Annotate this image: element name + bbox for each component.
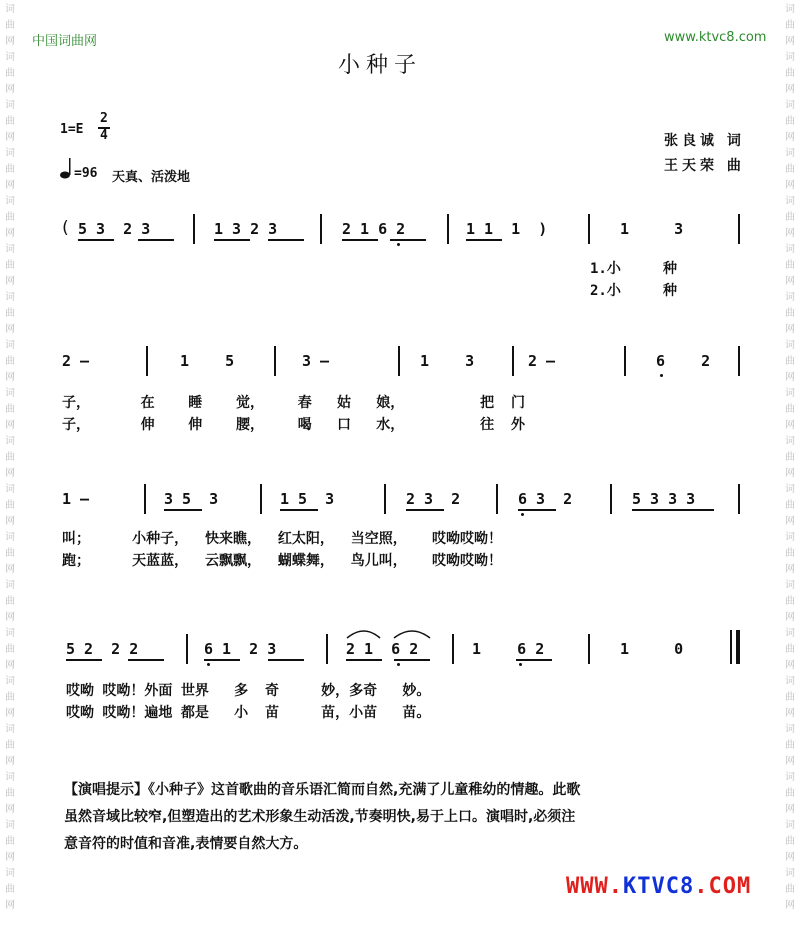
watermark-char: 词: [5, 340, 15, 351]
watermark-char: 词: [785, 52, 795, 63]
watermark-char: 词: [785, 820, 795, 831]
watermark-left: [2, 0, 18, 927]
lyrics-row1-v1: 1.小 种: [590, 261, 678, 277]
watermark-char: 网: [5, 420, 15, 431]
notes-row3-m2: 3 5 3: [164, 490, 219, 508]
watermark-char: 曲: [5, 548, 15, 559]
logo-part-brand: KTVC8: [622, 874, 695, 899]
watermark-char: 曲: [785, 740, 795, 751]
watermark-char: 词: [785, 484, 795, 495]
underline: [466, 239, 502, 241]
watermark-char: 网: [5, 276, 15, 287]
time-signature-bottom: 4: [100, 128, 108, 143]
watermark-char: 网: [5, 132, 15, 143]
watermark-char: 曲: [5, 212, 15, 223]
watermark-char: 网: [5, 324, 15, 335]
watermark-char: 词: [785, 340, 795, 351]
low-octave-dot: [397, 663, 400, 666]
watermark-char: 曲: [5, 836, 15, 847]
watermark-char: 网: [5, 36, 15, 47]
notes-row4-m2: 6 1 2 3: [204, 640, 277, 658]
watermark-char: 曲: [5, 692, 15, 703]
watermark-char: 曲: [785, 692, 795, 703]
quarter-note-icon: [60, 156, 74, 180]
watermark-char: 曲: [5, 644, 15, 655]
notes-row4-m3: 2 1 6 2: [346, 640, 419, 658]
watermark-char: 词: [785, 244, 795, 255]
watermark-char: 曲: [5, 884, 15, 895]
underline: [342, 239, 378, 241]
watermark-char: 词: [785, 676, 795, 687]
watermark-char: 词: [5, 772, 15, 783]
lyrics-row2-v1: 子， 在 睡 觉， 春 姑 娘， 把 门: [62, 395, 526, 411]
watermark-char: 曲: [785, 500, 795, 511]
watermark-char: 曲: [785, 260, 795, 271]
singing-tip: [64, 777, 744, 858]
lyrics-row2-v2: 子， 伸 伸 腰， 喝 口 水， 往 外: [62, 417, 526, 433]
underline: [280, 509, 318, 511]
notes-row1-m5: 1 3: [620, 220, 684, 238]
low-octave-dot: [660, 374, 663, 377]
notes-row1-m1: 5 3 2 3: [78, 220, 151, 238]
watermark-char: 网: [785, 180, 795, 191]
watermark-char: 网: [5, 372, 15, 383]
watermark-char: 曲: [5, 740, 15, 751]
underline: [394, 659, 430, 661]
low-octave-dot: [397, 243, 400, 246]
watermark-char: 网: [785, 84, 795, 95]
watermark-char: 曲: [785, 788, 795, 799]
notes-row3-m3: 1 5 3: [280, 490, 335, 508]
watermark-char: 曲: [5, 788, 15, 799]
watermark-char: 曲: [785, 404, 795, 415]
watermark-char: 词: [5, 868, 15, 879]
watermark-char: 词: [5, 388, 15, 399]
watermark-char: 曲: [5, 260, 15, 271]
tempo-marking: =96: [74, 166, 98, 181]
lyricist-credit: 张良诚 词: [664, 133, 745, 149]
watermark-char: 网: [5, 708, 15, 719]
watermark-char: 曲: [785, 596, 795, 607]
watermark-char: 曲: [785, 644, 795, 655]
notes-row1-m2: 1 3 2 3: [214, 220, 278, 238]
watermark-char: 网: [5, 852, 15, 863]
watermark-char: 词: [785, 388, 795, 399]
watermark-char: 词: [5, 676, 15, 687]
notes-row3-m4: 2 3 2: [406, 490, 461, 508]
watermark-char: 曲: [5, 404, 15, 415]
watermark-char: 曲: [785, 836, 795, 847]
barline: [186, 634, 188, 664]
barline: [384, 484, 386, 514]
watermark-char: 词: [5, 628, 15, 639]
watermark-char: 网: [5, 564, 15, 575]
watermark-char: 词: [785, 4, 795, 15]
barline: [496, 484, 498, 514]
watermark-char: 曲: [5, 116, 15, 127]
watermark-char: 曲: [785, 20, 795, 31]
notes-row2-m2: 1 5: [180, 352, 235, 370]
watermark-char: 词: [5, 724, 15, 735]
watermark-char: 网: [785, 276, 795, 287]
notes-row1-m3: 2 1 6 2: [342, 220, 406, 238]
barline: [738, 346, 740, 376]
notes-row2-m3: 3 —: [302, 352, 330, 370]
barline: [146, 346, 148, 376]
site-url-right[interactable]: www.ktvc8.com: [664, 30, 767, 45]
watermark-char: 词: [5, 580, 15, 591]
underline: [516, 659, 552, 661]
slur-arcs: [344, 626, 434, 640]
underline: [406, 509, 444, 511]
barline: [447, 214, 449, 244]
watermark-char: 词: [5, 52, 15, 63]
paren-open: (: [60, 218, 71, 238]
barline: [738, 214, 740, 244]
watermark-char: 网: [785, 660, 795, 671]
watermark-char: 网: [785, 900, 795, 911]
watermark-char: 网: [5, 612, 15, 623]
watermark-char: 网: [785, 468, 795, 479]
underline: [268, 239, 304, 241]
watermark-char: 曲: [5, 500, 15, 511]
watermark-char: 曲: [5, 68, 15, 79]
notes-row2-m1: 2 —: [62, 352, 90, 370]
notes-row4-m5: 1 0: [620, 640, 684, 658]
watermark-char: 网: [5, 660, 15, 671]
watermark-right: [782, 0, 798, 927]
time-signature-top: 2: [100, 111, 108, 126]
notes-row2-m5: 2 —: [528, 352, 556, 370]
notes-row1-m4: 1 1 1 ): [466, 220, 548, 238]
watermark-char: 词: [5, 436, 15, 447]
watermark-char: 网: [785, 708, 795, 719]
barline: [193, 214, 195, 244]
watermark-char: 词: [785, 196, 795, 207]
watermark-char: 词: [785, 100, 795, 111]
watermark-char: 词: [785, 580, 795, 591]
watermark-char: 曲: [785, 548, 795, 559]
watermark-char: 网: [5, 180, 15, 191]
tip-line-2: 虽然音域比较窄,但塑造出的艺术形象生动活泼,节奏明快,易于上口。演唱时,必须注: [64, 809, 576, 825]
watermark-char: 网: [785, 36, 795, 47]
notes-row2-m6: 6 2: [656, 352, 711, 370]
underline: [346, 659, 382, 661]
underline: [164, 509, 202, 511]
watermark-char: 词: [785, 868, 795, 879]
lyrics-row3-v2: 跑； 天蓝蓝， 云飘飘， 蝴蝶舞， 鸟儿叫， 哎呦哎呦！: [62, 553, 503, 569]
watermark-char: 曲: [785, 68, 795, 79]
watermark-char: 曲: [5, 356, 15, 367]
watermark-char: 网: [785, 516, 795, 527]
watermark-char: 词: [5, 292, 15, 303]
composer-credit: 王天荣 曲: [664, 158, 745, 174]
watermark-char: 曲: [5, 308, 15, 319]
watermark-char: 词: [5, 820, 15, 831]
watermark-char: 曲: [785, 116, 795, 127]
watermark-char: 词: [5, 484, 15, 495]
watermark-char: 词: [5, 244, 15, 255]
watermark-char: 网: [5, 228, 15, 239]
watermark-char: 曲: [785, 884, 795, 895]
barline: [738, 484, 740, 514]
low-octave-dot: [521, 513, 524, 516]
underline: [128, 659, 164, 661]
watermark-char: 网: [5, 516, 15, 527]
barline: [624, 346, 626, 376]
barline: [512, 346, 514, 376]
barline: [326, 634, 328, 664]
watermark-char: 词: [5, 100, 15, 111]
watermark-char: 词: [785, 532, 795, 543]
low-octave-dot: [519, 663, 522, 666]
watermark-char: 词: [5, 148, 15, 159]
watermark-char: 曲: [5, 452, 15, 463]
underline: [390, 239, 426, 241]
lyrics-row3-v1: 叫； 小种子， 快来瞧， 红太阳， 当空照， 哎呦哎呦！: [62, 531, 503, 547]
footer-logo[interactable]: [566, 874, 751, 899]
barline: [274, 346, 276, 376]
notes-row4-m1: 5 2 2 2: [66, 640, 139, 658]
mood-marking: 天真、活泼地: [112, 170, 191, 185]
watermark-char: 网: [5, 756, 15, 767]
notes-row3-m6: 5 3 3 3: [632, 490, 696, 508]
watermark-char: 词: [785, 148, 795, 159]
watermark-char: 词: [5, 196, 15, 207]
watermark-char: 网: [785, 420, 795, 431]
watermark-char: 网: [5, 900, 15, 911]
watermark-char: 网: [785, 804, 795, 815]
watermark-char: 曲: [785, 308, 795, 319]
watermark-char: 网: [5, 804, 15, 815]
final-barline-thin: [730, 630, 732, 664]
notes-row4-m4: 1 6 2: [472, 640, 545, 658]
barline: [588, 214, 590, 244]
watermark-char: 词: [5, 4, 15, 15]
watermark-char: 网: [5, 84, 15, 95]
underline: [214, 239, 250, 241]
barline: [260, 484, 262, 514]
watermark-char: 曲: [785, 212, 795, 223]
watermark-char: 曲: [785, 356, 795, 367]
notes-row3-m1: 1 —: [62, 490, 90, 508]
watermark-char: 网: [785, 612, 795, 623]
watermark-char: 曲: [5, 164, 15, 175]
watermark-char: 网: [785, 324, 795, 335]
watermark-char: 词: [785, 436, 795, 447]
notes-row3-m5: 6 3 2: [518, 490, 573, 508]
notes-row2-m4: 1 3: [420, 352, 475, 370]
lyrics-row1-v2: 2.小 种: [590, 283, 678, 299]
watermark-char: 曲: [785, 452, 795, 463]
underline: [204, 659, 240, 661]
watermark-char: 网: [785, 228, 795, 239]
final-barline-thick: [736, 630, 740, 664]
watermark-char: 曲: [5, 596, 15, 607]
logo-part-com: .COM: [694, 874, 752, 899]
watermark-char: 曲: [785, 164, 795, 175]
watermark-char: 网: [785, 756, 795, 767]
barline: [452, 634, 454, 664]
site-name-left[interactable]: 中国词曲网: [32, 34, 98, 49]
watermark-char: 词: [785, 724, 795, 735]
underline: [268, 659, 304, 661]
barline: [588, 634, 590, 664]
watermark-char: 网: [5, 468, 15, 479]
barline: [610, 484, 612, 514]
watermark-char: 词: [785, 772, 795, 783]
barline: [398, 346, 400, 376]
underline: [78, 239, 114, 241]
barline: [144, 484, 146, 514]
lyrics-row4-v2: 哎呦 哎呦！遍地 都是 小 苗 苗，小苗 苗。: [66, 705, 431, 721]
watermark-char: 词: [5, 532, 15, 543]
underline: [66, 659, 102, 661]
logo-part-www: WWW.: [566, 874, 623, 899]
watermark-char: 网: [785, 852, 795, 863]
watermark-char: 词: [785, 628, 795, 639]
low-octave-dot: [207, 663, 210, 666]
lyrics-row4-v1: 哎呦 哎呦！外面 世界 多 奇 妙，多奇 妙。: [66, 683, 431, 699]
tip-line-3: 意音符的时值和音准,表情要自然大方。: [64, 836, 308, 852]
underline: [632, 509, 714, 511]
underline: [138, 239, 174, 241]
watermark-char: 曲: [5, 20, 15, 31]
underline: [518, 509, 556, 511]
watermark-char: 网: [785, 564, 795, 575]
tip-line-1: 【演唱提示】《小种子》这首歌曲的音乐语汇简而自然,充满了儿童稚幼的情趣。此歌: [64, 782, 581, 798]
barline: [320, 214, 322, 244]
watermark-char: 词: [785, 292, 795, 303]
key-signature: 1=E: [60, 122, 84, 137]
watermark-char: 网: [785, 132, 795, 143]
watermark-char: 网: [785, 372, 795, 383]
song-title: 小种子: [337, 53, 422, 78]
